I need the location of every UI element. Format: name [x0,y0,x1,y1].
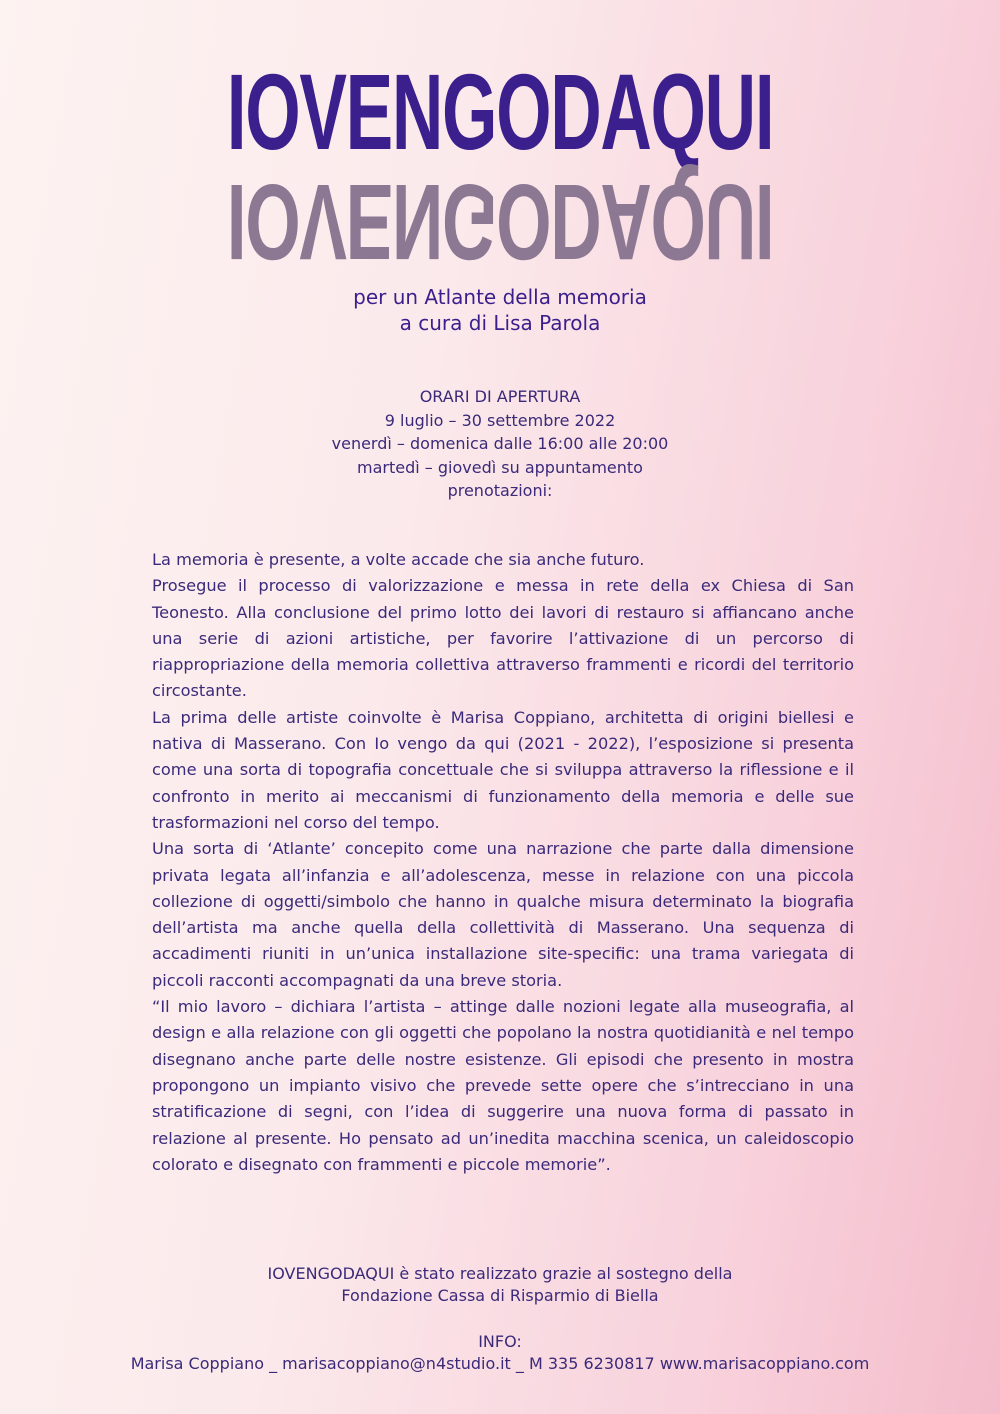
hours-heading: ORARI DI APERTURA [419,387,581,406]
info-block [0,1331,1000,1375]
paragraph: Prosegue il processo di valorizzazione e messa in rete della ex Chiesa di San Teonesto. Alla conclusione del primo lotto dei lavori di restauro si affiancano anche una serie di azioni artistiche, per favorire l’attivazione di un percorso di riappropriazione della memoria collettiva attraverso frammenti e ricordi del territorio circostante. [152,576,854,701]
info-heading: INFO: [478,1332,522,1351]
title-block [0,51,1000,172]
sponsor-line-2: Fondazione Cassa di Risparmio di Biella [341,1286,659,1305]
hours-booking: prenotazioni: [447,481,553,500]
hours-weekend: venerdì – domenica dalle 16:00 alle 20:00 [331,434,669,453]
sponsor-note [0,1263,1000,1307]
paragraph: La memoria è presente, a volte accade che sia anche futuro. [152,550,645,569]
body-text [152,547,854,1178]
hours-weekdays: martedì – giovedì su appuntamento [357,457,643,477]
info-contact: Marisa Coppiano _ marisacoppiano@n4studio.it _ M 335 6230817 www.marisacoppiano.com [130,1354,870,1373]
subtitle [0,284,1000,336]
hours-dates: 9 luglio – 30 settembre 2022 [384,410,616,430]
opening-hours [0,385,1000,503]
paragraph: La prima delle artiste coinvolte è Marisa Coppiano, architetta di origini biellesi e nativa di Masserano. Con Io vengo da qui (2021 - 2022), l’esposizione si presenta come una sorta di topografia concettuale che si sviluppa attraverso la riflessione e il confronto in merito ai meccanismi di funzionamento della memoria e delle sue trasformazioni nel corso del tempo. [152,707,854,832]
sponsor-line-1: IOVENGODAQUI è stato realizzato grazie al sostegno della [267,1264,733,1283]
page-title: IOVENGODAQUI [226,51,774,172]
subtitle-line-2: a cura di Lisa Parola [399,311,601,335]
paragraph: “Il mio lavoro – dichiara l’artista – attinge dalle nozioni legate alla museografia, al design e alla relazione con gli oggetti che popolano la nostra quotidianità e nel tempo disegnano anche parte delle nostre esistenze. Gli episodi che presento in mostra propongono un impianto visivo che prevede sette opere che s’intrecciano in una stratificazione di segni, con l’idea di suggerire una nuova forma di passato in relazione al presente. Ho pensato ad un’inedita macchina scenica, un caleidoscopio colorato e disegnato con frammenti e piccole memorie”. [152,997,854,1174]
paragraph: Una sorta di ‘Atlante’ concepito come una narrazione che parte dalla dimensione privata legata all’infanzia e all’adolescenza, messe in relazione con una piccola collezione di oggetti/simbolo che hanno in qualche misura determinato la biografia dell’artista ma anche quella della collettività di Masserano. Una sequenza di accadimenti riuniti in un’unica installazione site-specific: una trama variegata di piccoli racconti accompagnati da una breve storia. [152,839,854,990]
title-reflection [0,162,1000,283]
page-title-mirrored: IOVENGODAQUI [226,162,774,283]
subtitle-line-1: per un Atlante della memoria [353,285,647,309]
